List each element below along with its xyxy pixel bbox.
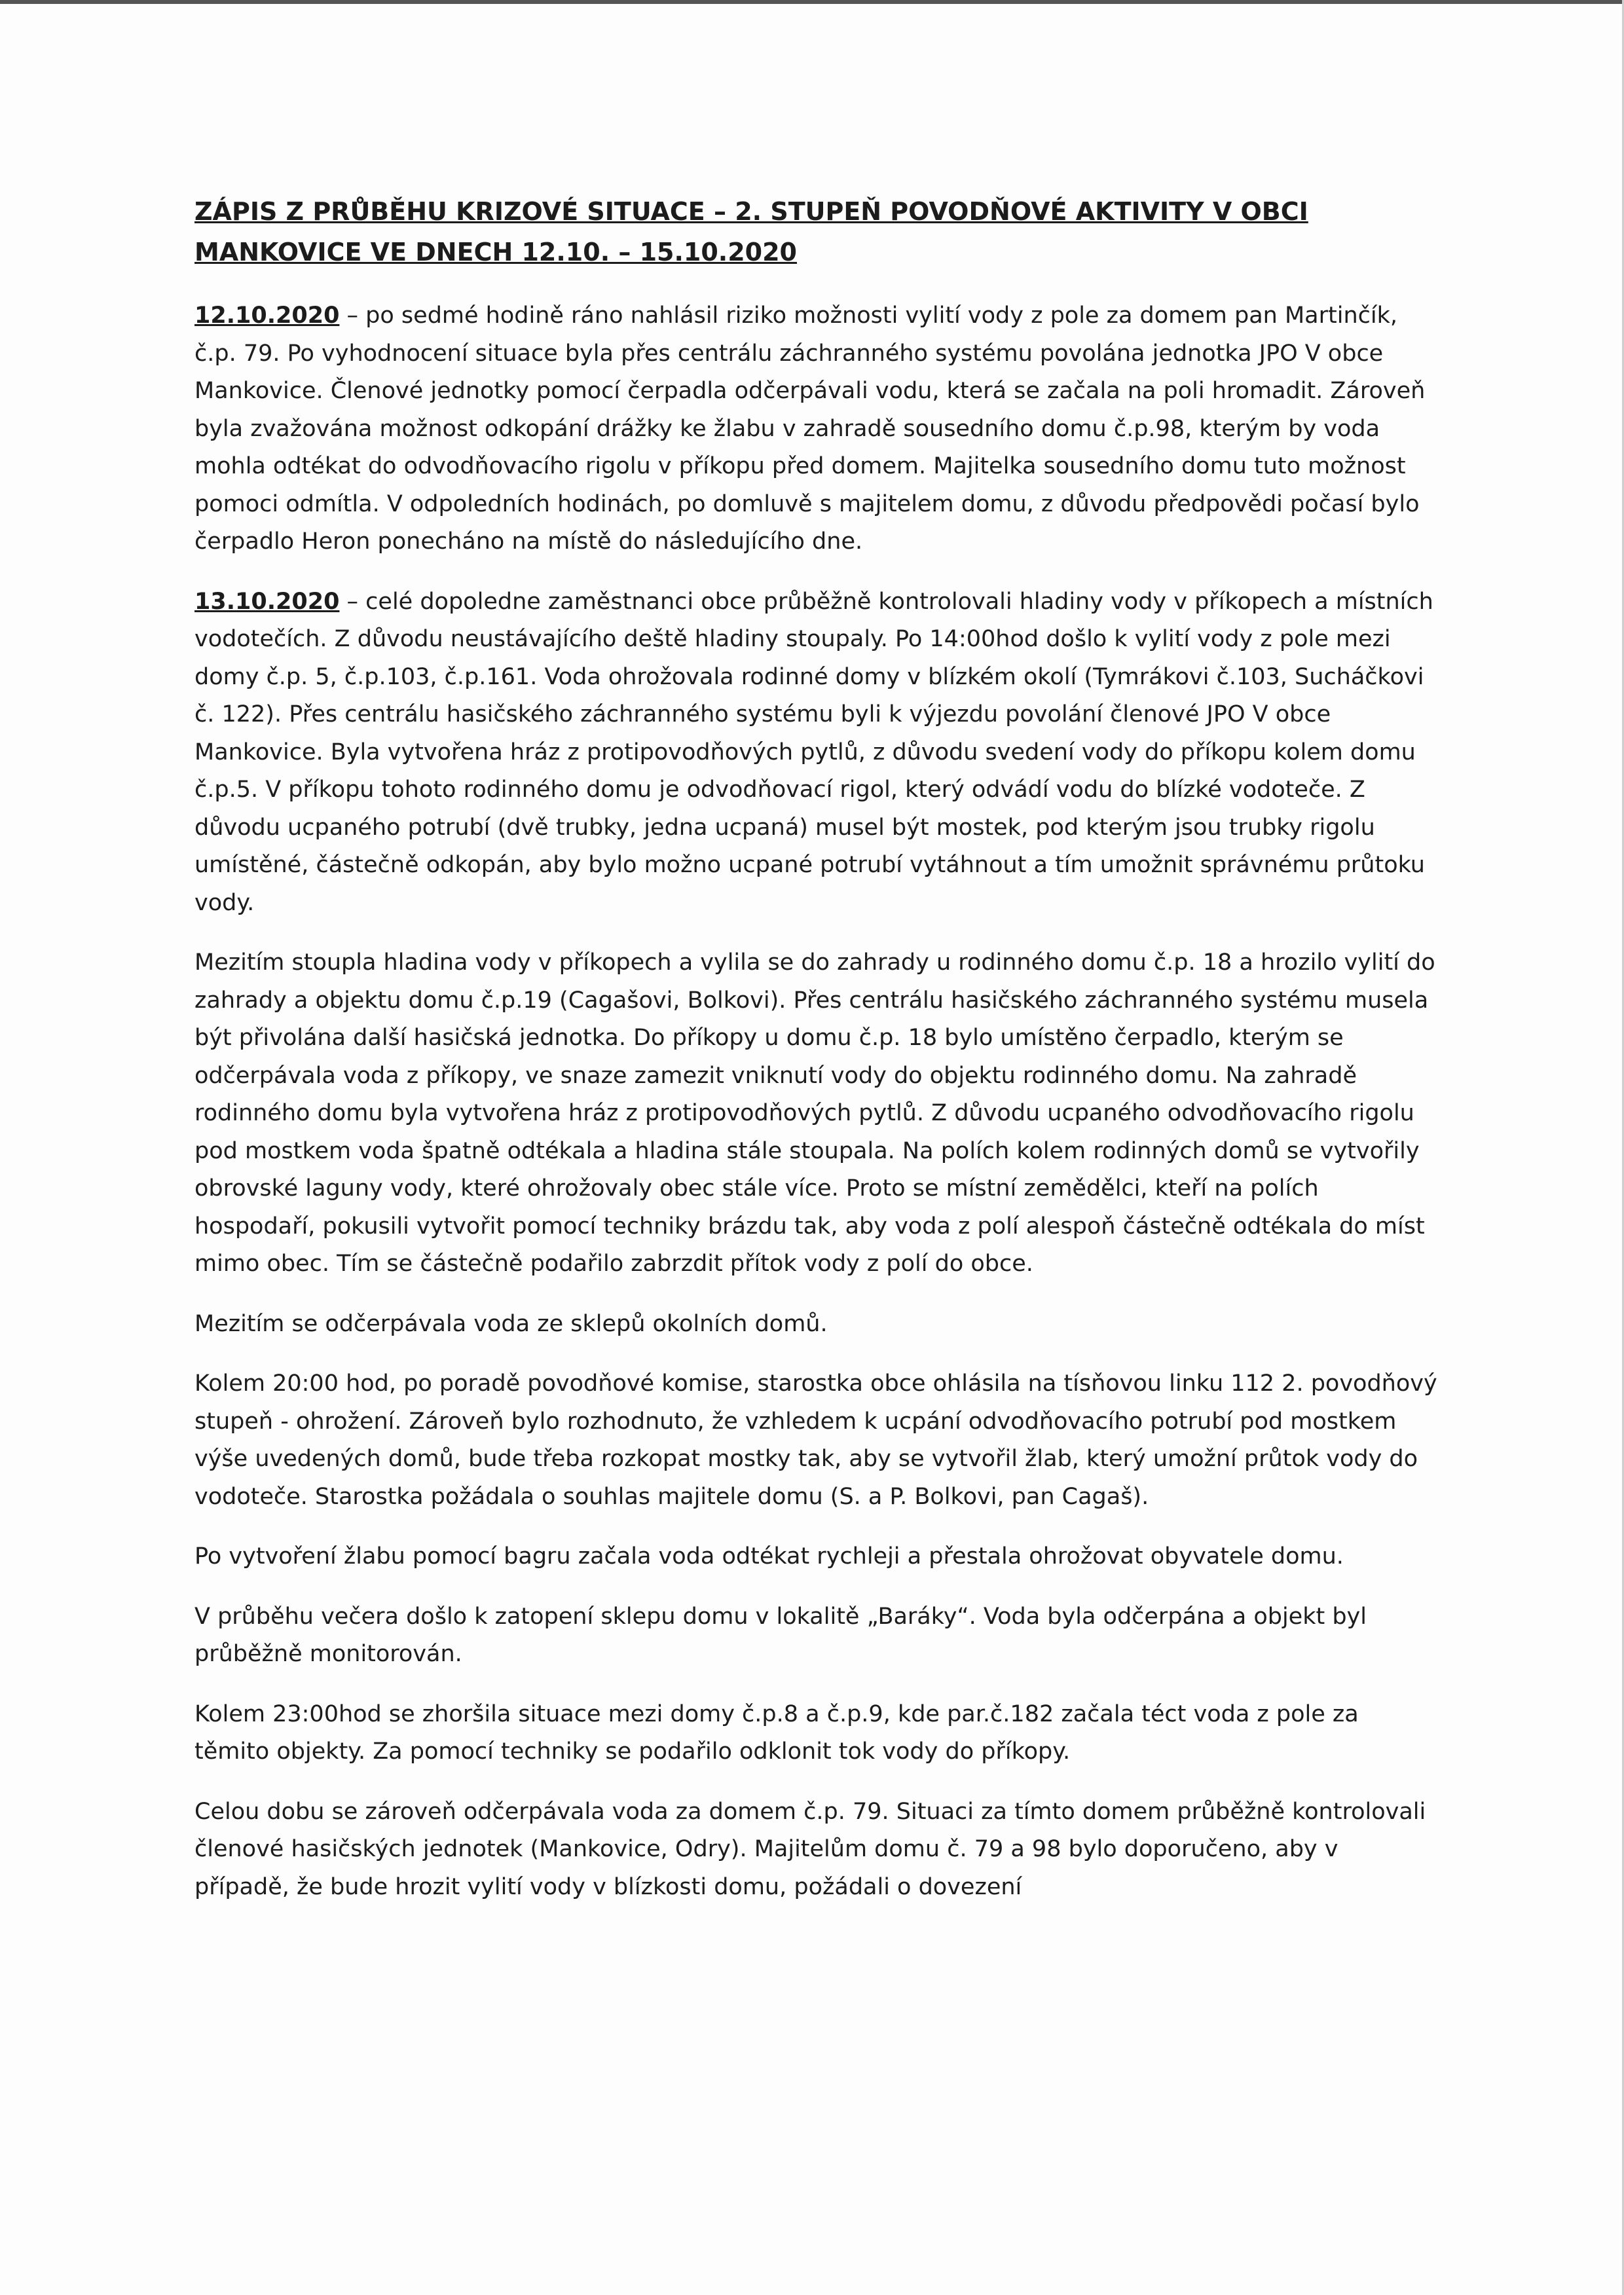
paragraph-text: – po sedmé hodině ráno nahlásil riziko možnosti vylití vody z pole za domem pan Martinčík, č.p. 79. Po vyhodnocení situace byla přes centrálu záchranného systému povolána jednotka JPO V obce Mankovice. Členové jednotky pomocí čerpadla odčerpávali vodu, která se začala na poli hromadit. Zároveň byla zvažována možnost odkopání drážky ke žlabu v zahradě sousedního domu č.p.98, kterým by voda mohla odtékat do odvodňovacího rigolu v příkopu před domem. Majitelka sousedního domu tuto možnost pomoci odmítla. V odpoledních hodinách, po domluvě s majitelem domu, z důvodu předpovědi počasí bylo čerpadlo Heron ponecháno na místě do následujícího dne. (194, 303, 1426, 555)
paragraph-12-10 (194, 297, 1439, 561)
paragraph: Mezitím stoupla hladina vody v příkopech a vylila se do zahrady u rodinného domu č.p. 18 a hrozilo vylití do zahrady a objektu domu č.p.19 (Cagašovi, Bolkovi). Přes centrálu hasičského záchranného systému musela být přivolána další hasičská jednotka. Do příkopy u domu č.p. 18 bylo umístěno čerpadlo, kterým se odčerpávala voda z příkopy, ve snaze zamezit vniknutí vody do objektu rodinného domu. Na zahradě rodinného domu byla vytvořena hráz z protipovodňových pytlů. Z důvodu ucpaného odvodňovacího rigolu pod mostkem voda špatně odtékala a hladina stále stoupala. Na polích kolem rodinných domů se vytvořily obrovské laguny vody, které ohrožovaly obec stále více. Proto se místní zemědělci, kteří na polích hospodaří, pokusili vytvořit pomocí techniky brázdu tak, aby voda z polí alespoň částečně odtékala do míst mimo obec. Tím se částečně podařilo zabrzdit přítok vody z polí do obce. (194, 949, 1435, 1277)
paragraph: Kolem 23:00hod se zhoršila situace mezi domy č.p.8 a č.p.9, kde par.č.182 začala téct voda z pole za těmito objekty. Za pomocí techniky se podařilo odklonit tok vody do příkopy. (194, 1700, 1359, 1765)
paragraph: Celou dobu se zároveň odčerpávala voda za domem č.p. 79. Situaci za tímto domem průběžně kontrolovali členové hasičských jednotek (Mankovice, Odry). Majitelům domu č. 79 a 98 bylo doporučeno, aby v případě, že bude hrozit vylití vody v blízkosti domu, požádali o dovezení (194, 1798, 1426, 1900)
paragraph: Kolem 20:00 hod, po poradě povodňové komise, starostka obce ohlásila na tísňovou linku 112 2. povodňový stupeň - ohrožení. Zároveň bylo rozhodnuto, že vzhledem k ucpání odvodňovacího potrubí pod mostkem výše uvedených domů, bude třeba rozkopat mostky tak, aby se vytvořil žlab, který umožní průtok vody do vodoteče. Starostka požádala o souhlas majitele domu (S. a P. Bolkovi, pan Cagaš). (194, 1370, 1437, 1510)
paragraph: V průběhu večera došlo k zatopení sklepu domu v lokalitě „Baráky“. Voda byla odčerpána a objekt byl průběžně monitorován. (194, 1603, 1367, 1667)
paragraph: Mezitím se odčerpávala voda ze sklepů okolních domů. (194, 1310, 828, 1337)
document-title: ZÁPIS Z PRŮBĚHU KRIZOVÉ SITUACE – 2. STUPEŇ POVODŇOVÉ AKTIVITY V OBCI MANKOVICE VE DNECH 12.10. – 15.10.2020 (194, 197, 1308, 266)
paragraph-13-10 (194, 583, 1439, 923)
paragraph-text: – celé dopoledne zaměstnanci obce průběžně kontrolovali hladiny vody v příkopech a místních vodotečích. Z důvodu neustávajícího deště hladiny stoupaly. Po 14:00hod došlo k vylití vody z pole mezi domy č.p. 5, č.p.103, č.p.161. Voda ohrožovala rodinné domy v blízkém okolí (Tymrákovi č.103, Sucháčkovi č. 122). Přes centrálu hasičského záchranného systému byli k výjezdu povolání členové JPO V obce Mankovice. Byla vytvořena hráz z protipovodňových pytlů, z důvodu svedení vody do příkopu kolem domu č.p.5. V příkopu tohoto rodinného domu je odvodňovací rigol, který odvádí vodu do blízké vodoteče. Z důvodu ucpaného potrubí (dvě trubky, jedna ucpaná) musel být mostek, pod kterým jsou trubky rigolu umístěné, částečně odkopán, aby bylo možno ucpané potrubí vytáhnout a tím umožnit správnému průtoku vody. (194, 588, 1433, 916)
scan-top-edge (0, 0, 1624, 4)
paragraph-date: 12.10.2020 (194, 303, 340, 329)
paragraph: Po vytvoření žlabu pomocí bagru začala voda odtékat rychleji a přestala ohrožovat obyvatele domu. (194, 1543, 1344, 1570)
document-page (194, 191, 1439, 1928)
paragraph-date: 13.10.2020 (194, 588, 340, 615)
